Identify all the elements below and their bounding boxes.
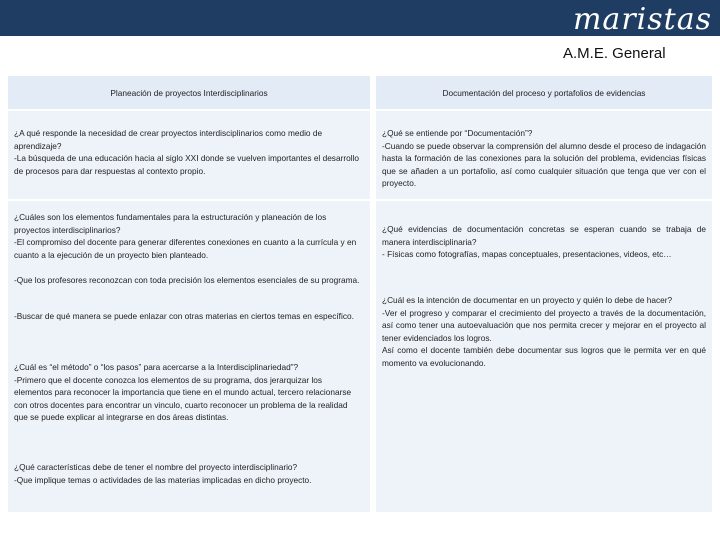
planning-column-header: Planeación de proyectos Interdisciplinarios xyxy=(8,76,370,109)
planning-answer-4: -Buscar de qué manera se puede enlazar con otras materias en ciertos temas en específico. xyxy=(14,311,354,321)
planning-question-1: ¿A qué responde la necesidad de crear proyectos interdisciplinarios como medio de aprendizaje? xyxy=(14,128,323,151)
documentation-column-body xyxy=(376,111,712,512)
documentation-block-1 xyxy=(382,127,706,190)
content-table xyxy=(8,76,712,512)
planning-question-2: ¿Cuáles son los elementos fundamentales para la estructuración y planeación de los proyectos interdisciplinarios? xyxy=(14,212,327,235)
maristas-logo: maristas xyxy=(572,2,712,37)
documentation-column-header: Documentación del proceso y portafolios de evidencias xyxy=(376,76,712,109)
planning-question-5: ¿Cuál es “el método” o “los pasos” para acercarse a la Interdisciplinariedad”? xyxy=(14,362,299,372)
planning-column-body xyxy=(8,111,370,512)
planning-block-6 xyxy=(14,461,360,486)
documentation-answer-1: -Cuando se puede observar la comprensión del alumno desde el proceso de indagación hasta la formación de las conexiones para la solución del problema, evidencias físicas que se añaden a un portafolio, así como cualquier situación que tenga que ver con el proyecto. xyxy=(382,140,706,189)
documentation-block-3 xyxy=(382,294,706,370)
documentation-block-2 xyxy=(382,223,706,261)
documentation-column xyxy=(376,76,712,512)
documentation-answer-3-extra: Así como el docente también debe documentar sus logros que le permita ver en qué momento va evolucionando. xyxy=(382,345,706,368)
planning-answer-1: -La búsqueda de una educación hacia al siglo XXI donde se vuelven importantes el desarrollo de procesos para dar respuestas al contexto propio. xyxy=(14,153,360,176)
planning-answer-6: -Que implique temas o actividades de las materias implicadas en dicho proyecto. xyxy=(14,474,312,485)
documentation-question-1: ¿Qué se entiende por “Documentación”? xyxy=(382,128,533,138)
documentation-question-2: ¿Qué evidencias de documentación concretas se esperan cuando se trabaja de manera interdisciplinaria? xyxy=(382,224,706,247)
documentation-answer-3: -Ver el progreso y comparar el crecimiento del proyecto a través de la documentación, así como tener una autoevaluación que nos permita crecer y mejorar en el proyecto al tener evidenciados los logros. xyxy=(382,307,706,343)
row-separator xyxy=(8,199,370,201)
header-band xyxy=(0,0,720,36)
planning-answer-2: -El compromiso del docente para generar diferentes conexiones en cuanto a la currícula y en cuanto a la ejecución de un proyecto bien planteado. xyxy=(14,237,357,260)
page-title: A.M.E. General xyxy=(563,45,666,62)
planning-answer-5: -Primero que el docente conozca los elementos de su programa, dos jerarquizar los elementos para reconocer la importancia que tiene en el mundo actual, tercero relacionarse con otros docentes para encontrar un vinculo, cuarto reconocer un problema de la realidad que se puede explicar al integrarse en dos áreas distintas. xyxy=(14,374,352,423)
planning-block-2 xyxy=(14,211,360,261)
planning-block-3 xyxy=(14,274,360,287)
planning-answer-3: -Que los profesores reconozcan con toda precisión los elementos esenciales de su programa. xyxy=(14,275,360,285)
planning-column xyxy=(8,76,370,512)
documentation-question-3: ¿Cuál es la intención de documentar en un proyecto y quién lo debe de hacer? xyxy=(382,295,673,305)
planning-block-5 xyxy=(14,361,360,424)
planning-block-4 xyxy=(14,310,360,323)
planning-question-6: ¿Qué características debe de tener el nombre del proyecto interdisciplinario? xyxy=(14,462,298,472)
planning-block-1 xyxy=(14,127,360,177)
documentation-answer-2: - Físicas como fotografías, mapas conceptuales, presentaciones, videos, etc… xyxy=(382,249,672,260)
row-separator xyxy=(376,199,712,201)
